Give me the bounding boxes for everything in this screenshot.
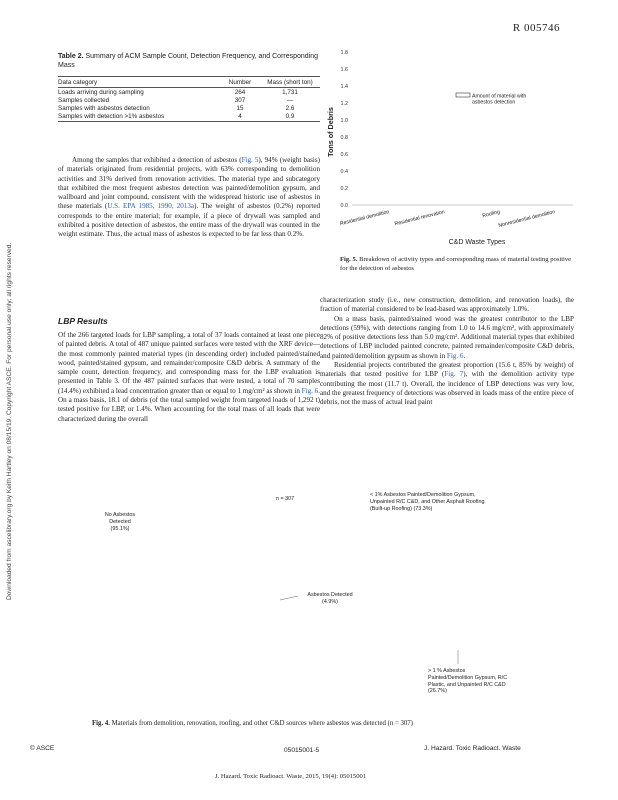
fig5-caption [340,256,578,273]
caption-text: Breakdown of activity types and corresponding mass of material testing positive for the detection of asbestos [340,256,572,272]
table-cell: 1,731 [282,88,298,96]
y-tick-label: 0.8 [340,135,348,141]
text-run: Residential projects contributed the greatest proportion (15.6 t, 85% by weight) of materials that tested positive for LBP ( [320,361,574,379]
y-tick-label: 0.4 [340,169,348,175]
text-run: Among the samples that exhibited a detection of asbestos ( [72,156,242,164]
table-cell: 0.9 [260,113,320,122]
footer-copyright: © ASCE [30,745,55,752]
table-cell: 4 [220,113,260,122]
table-cell: 2.6 [285,105,295,113]
y-axis-label: Tons of Debris [326,107,335,157]
caption-text: Materials from demolition, renovation, roofing, and other C&D sources where asbestos was detected (n = 307) [111,720,413,727]
table-row [58,105,320,113]
pie-label-over-1pct [428,668,508,695]
footer-journal: J. Hazard. Toxic Radioact. Waste [424,745,521,752]
right-column-text [320,296,574,408]
text-run: ), 94% (weight basis) of materials originated from residential projects, with 63% corresponding to demolition activities and 31% derived from renovation activities. The material type and subcategory that exhibited the most frequent asbestos detection was painted/demolition gypsum, and wallboard and joint compound, consistent with the widespread historic use of asbestos in these materials ( [58,156,320,211]
text-run: Of the 266 targeted loads for LBP sampling, a total of 37 loads contained at least one piece of painted debris. A total of 487 unique painted surfaces were tested with the XRF device—the most commonly painted material types (in descending order) included painted/stained wood, painted/stained gypsum, and remainder/composite C&D debris. A summary of the sample count, detection frequency, and corresponding mass for the LBP evaluation is presented in Table 3. Of the 487 painted surfaces that were tested, a total of 70 samples (14.4%) exhibited a lead concentration greater than or equal to 1 mg/cm² as shown in [58,331,320,395]
text-run: On a mass basis, painted/stained wood was the greatest contributor to the LBP detections (59%), with detections ranging from 1.0 to 14.6 mg/cm², with approximately 82% of positive detections less than 5.0 mg/cm². Additional material types that exhibited detections of LBP included painted concrete, painted remainder/composite C&D debris, and painted/demolition gypsum as shown in [320,314,574,360]
y-tick-label: 0.6 [340,152,348,158]
x-category-label: Roofing [481,209,501,220]
table-label: Table 2. [58,53,84,60]
y-tick-label: 1.2 [340,101,348,107]
pie-label-under-1pct [370,492,490,512]
slice-label: < 1% Asbestos Painted/Demolition Gypsum, Unpainted R/C C&D, and Other Asphalt Roofing (Built-up Roofing) [370,492,485,512]
asbestos-summary-table [58,76,320,122]
slice-label: No Asbestos Detected [104,512,136,525]
x-category-label: Residential demolition [339,209,391,228]
y-tick-label: 1.8 [340,50,348,56]
x-axis [339,209,556,229]
table-cell: — [286,96,294,104]
text-run: . On a mass basis, 18.1 of debris (of the total sampled weight from targeted loads of 1,292 t) tested positive for LBP, or 1.4%. When accounting for the total mass of all loads that were characterized during the overall [58,386,320,423]
section-heading: LBP Results [58,316,108,326]
lbp-results-paragraph [58,331,320,424]
table-header-cell: Mass (short ton) [260,77,320,88]
table-cell: Samples with detection >1% asbestos [58,113,220,122]
figure-label: Fig. 5. [340,256,358,263]
legend-swatch [456,93,470,97]
footer-page-id: 05015001-5 [284,747,320,754]
table-row [58,113,320,122]
y-tick-label: 1.6 [340,67,348,73]
figure-link[interactable]: Fig. 7 [444,370,464,379]
slice-pct: (73.3%) [413,505,433,512]
figure-link[interactable]: Fig. 5 [241,156,259,164]
x-category-label: Nonresidential demolition [497,209,556,230]
fig4-caption [92,720,572,727]
paragraph [320,361,574,407]
x-axis-label: C&D Waste Types [448,239,506,246]
text-run: ), with the demolition activity type contributing the most (11.7 t). Overall, the incidence of LBP detections was very low, and the greatest frequency of detections was observed in loads mass of the entire piece of debris, not the mass of actual lead paint [320,370,574,407]
document-number: R 005746 [512,22,560,34]
asbestos-results-paragraph [58,156,320,240]
figure-link[interactable]: Fig. 6 [301,386,319,395]
table-cell: 264 [234,88,246,96]
x-category-label: Residential renovation [394,209,446,228]
text-run: characterization study (i.e., new construction, demolition, and renovation loads), the fraction of material considered to be lead-based was approximately 1.0%. [320,296,574,314]
table-header-row [58,77,320,88]
legend-line: asbestos detection [472,99,516,106]
figure-link[interactable]: Fig. 6 [446,351,464,360]
slice-pct: (95.1%) [110,525,130,532]
table-caption-text: Summary of ACM Sample Count, Detection Frequency, and Corresponding Mass [58,53,319,69]
table-cell: Loads arriving during sampling [58,88,144,96]
pie-leader-lines [280,590,460,670]
y-axis [341,50,574,209]
figure-label: Fig. 4. [92,720,110,727]
text-run: . [463,351,466,360]
table-cell: 15 [236,105,244,113]
table-header-cell: Number [220,77,260,88]
paragraph [320,315,574,361]
y-tick-label: 1.0 [340,118,348,124]
subtotal-label: Asbestos Detected [307,592,353,598]
table-header-cell: Data category [58,77,220,88]
subtotal-pct: (4.9%) [322,598,338,605]
y-tick-label: 0.2 [340,186,348,192]
pie-n-label: n = 307 [276,496,295,502]
slice-pct: (26.7%) [428,688,447,695]
fig5-bar-chart [318,40,588,252]
pie-label-no-asbestos [95,512,145,532]
text-run: ). The weight of asbestos (0.2%) reported corresponds to the entire material; for example, if a piece of drywall was sampled and exhibited a positive detection of asbestos, the entire mass of the drywall was counted in the weight estimate. Thus, the actual mass of asbestos is expected to be far less than 0.2%. [58,202,321,239]
table-cell: Samples with asbestos detection [58,105,150,113]
legend-line: Amount of material with [472,93,527,100]
leader-line [280,596,298,600]
y-tick-label: 0.0 [340,203,348,209]
citation-line: J. Hazard. Toxic Radioact. Waste, 2015, 19(4): 05015001 [215,773,367,780]
table-cell: Samples collected [58,96,110,104]
download-watermark: Downloaded from ascelibrary.org by Keith Hartley on 08/15/19. Copyright ASCE. For personal use only; all rights reserved. [6,242,13,600]
legend-label [472,94,528,106]
table-row [58,96,320,104]
table-cell: 307 [234,96,246,104]
slice-label: > 1 % Asbestos Painted/Demolition Gypsum, R/C Plastic, and Unpainted R/C C&D [428,668,508,688]
reference-link[interactable]: U.S. EPA 1985, 1990, 2013a [107,202,195,211]
y-tick-label: 1.4 [340,84,348,90]
table-caption [58,52,320,70]
table-row [58,88,320,97]
